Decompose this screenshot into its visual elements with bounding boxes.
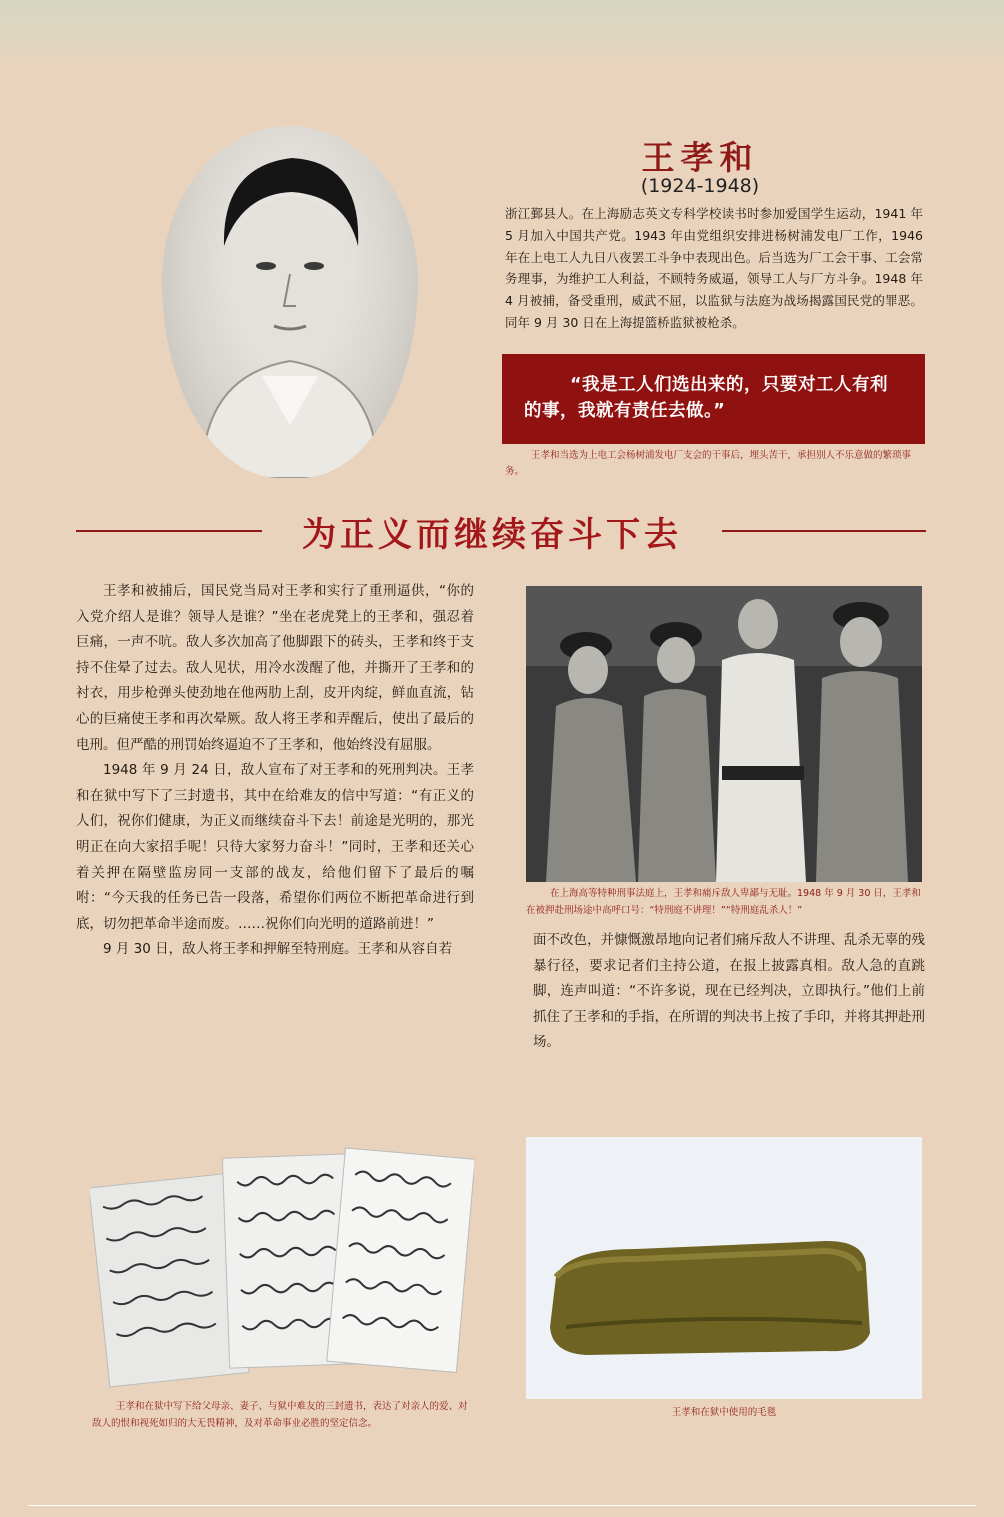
person-years: (1924-1948) (640, 175, 760, 197)
courtroom-photo-caption: 在上海高等特种刑事法庭上，王孝和痛斥敌人卑鄙与无耻。1948 年 9 月 30 日，王孝和在被押赴刑场途中高呼口号：“特刑庭不讲理！”“特刑庭乱杀人！” (526, 888, 921, 916)
farewell-letters-image (90, 1140, 474, 1390)
article-paragraph: 9 月 30 日，敌人将王孝和押解至特刑庭。王孝和从容自若 (103, 941, 453, 958)
quote-text: “我是工人们选出来的，只要对工人有利的事，我就有责任去做。” (524, 375, 889, 421)
portrait-photo (162, 126, 418, 478)
person-bio: 浙江鄞县人。在上海励志英文专科学校读书时参加爱国学生运动，1941 年 5 月加入中国共产党。1943 年由党组织安排进杨树浦发电厂工作，1946 年在上电工人九日八夜罢工斗争中表现出色。后当选为厂工会干事、工会常务理事，为维护工人利益，不顾特务威逼，领导工人与厂方斗争。1948 年 4 月被捕，备受重刑，威武不屈，以监狱与法庭为战场揭露国民党的罪恶。同年 9 月 30 日在上海提篮桥监狱被枪杀。 (505, 206, 923, 330)
title-rule-right (722, 530, 926, 532)
quote-box (502, 354, 925, 444)
article-paragraph: 1948 年 9 月 24 日，敌人宣布了对王孝和的死刑判决。王孝和在狱中写下了三封遗书，其中在给难友的信中写道：“有正义的人们，祝你们健康，为正义而继续奋斗下去！前途是光明的，那光明正在向大家招手呢！只待大家努力奋斗！”同时，王孝和还关心着关押在隔壁监房同一支部的战友，给他们留下了最后的嘱咐：“今天我的任务已告一段落，希望你们两位不断把革命进行到底，切勿把革命半途而废。……祝你们向光明的道路前进！” (76, 762, 474, 932)
blanket-caption: 王孝和在狱中使用的毛毯 (671, 1407, 777, 1418)
letters-caption: 王孝和在狱中写下给父母亲、妻子、与狱中难友的三封遗书，表达了对亲人的爱、对敌人的恨和视死如归的大无畏精神，及对革命事业必胜的坚定信念。 (92, 1401, 468, 1429)
article-paragraph: 王孝和被捕后，国民党当局对王孝和实行了重刑逼供，“你的入党介绍人是谁？领导人是谁？”坐在老虎凳上的王孝和，强忍着巨痛，一声不吭。敌人多次加高了他脚跟下的砖头，王孝和终于支持不住晕了过去。敌人见状，用冷水泼醒了他，并撕开了王孝和的衬衣，用步枪弹头使劲地在他两肋上刮，皮开肉绽，鲜血直流，钻心的巨痛使王孝和再次晕厥。敌人将王孝和弄醒后，使出了最后的电刑。但严酷的刑罚始终逼迫不了王孝和，他始终没有屈服。 (76, 583, 474, 753)
section-title: 为正义而继续奋斗下去 (302, 515, 682, 555)
bottom-rule (28, 1505, 976, 1506)
quote-caption: 王孝和当选为上电工会杨树浦发电厂支会的干事后，埋头苦干，承担别人不乐意做的繁琐事务。 (505, 450, 912, 477)
top-texture-band (0, 0, 1004, 70)
blanket-photo (526, 1137, 922, 1399)
article-paragraph: 面不改色，并慷慨激昂地向记者们痛斥敌人不讲理、乱杀无辜的残暴行径，要求记者们主持公道，在报上披露真相。敌人急的直跳脚，连声叫道：“不许多说，现在已经判决，立即执行。”他们上前抓住了王孝和的手指，在所谓的判决书上按了手印，并将其押赴刑场。 (533, 932, 925, 1051)
article-right-column (533, 928, 925, 1056)
person-name: 王孝和 (641, 138, 759, 177)
article-left-column (76, 579, 474, 963)
title-rule-left (76, 530, 262, 532)
courtroom-photo (526, 586, 922, 882)
